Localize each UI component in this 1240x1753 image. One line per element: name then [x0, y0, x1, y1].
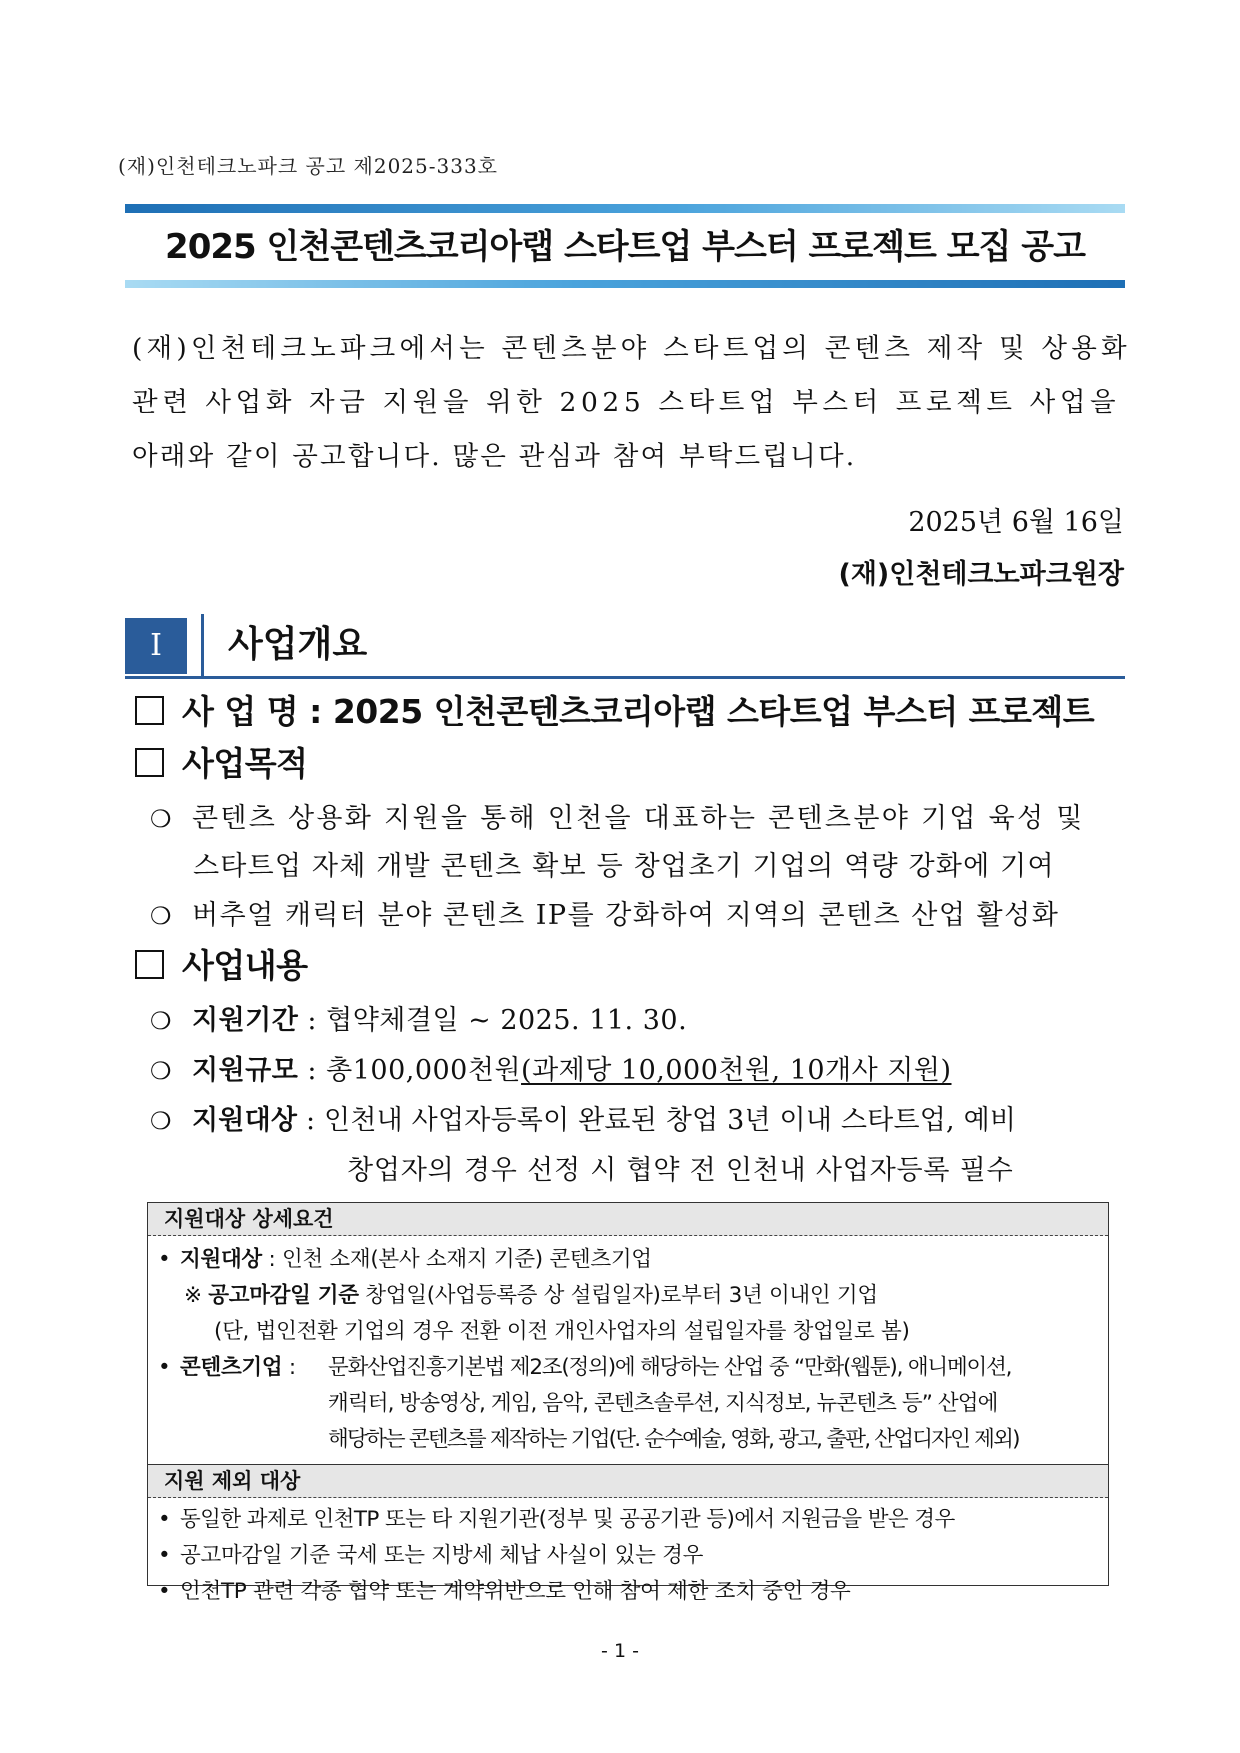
intro-paragraph	[132, 322, 1131, 484]
bullet-dot-icon: •	[158, 1579, 171, 1604]
business-name-heading	[135, 686, 1094, 733]
business-name-value: 2025 인천콘텐츠코리아랩 스타트업 부스터 프로젝트	[332, 692, 1095, 731]
detail-heading: 지원대상 상세요건	[148, 1203, 1108, 1236]
exclusion-item	[158, 1574, 851, 1605]
detail-body	[148, 1236, 1108, 1452]
purpose-item	[150, 893, 1059, 932]
note-mark-icon: ※	[184, 1283, 202, 1308]
detail-note-line	[184, 1278, 878, 1309]
support-scale	[150, 1048, 952, 1087]
purpose-item-continuation: 스타트업 자체 개발 콘텐츠 확보 등 창업초기 기업의 역량 강화에 기여	[193, 851, 1055, 882]
detail-content-label: 콘텐츠기업	[180, 1355, 283, 1380]
circle-bullet-icon: ❍	[150, 805, 174, 833]
support-scale-label: 지원규모	[192, 1055, 299, 1086]
notice-number: (재)인천테크노파크 공고 제2025-333호	[118, 154, 498, 178]
exclusion-item-text: 인천TP 관련 각종 협약 또는 계약위반으로 인해 참여 제한 조치 중인 경우	[180, 1579, 851, 1604]
detail-note-sub: (단, 법인전환 기업의 경우 전환 이전 개인사업자의 설립일자를 창업일로 봄)	[214, 1319, 910, 1344]
support-scale-sep: :	[307, 1055, 318, 1086]
purpose-item	[150, 796, 1085, 835]
support-period	[150, 998, 687, 1037]
section-number: Ⅰ	[125, 618, 187, 674]
content-heading	[135, 940, 308, 987]
notice-date: 2025년 6월 16일	[908, 507, 1124, 538]
business-name-label: 사 업 명 :	[182, 692, 322, 731]
support-period-value: 협약체결일 ~ 2025. 11. 30.	[326, 1005, 688, 1036]
detail-content-sep: :	[288, 1355, 296, 1380]
detail-content-line	[158, 1350, 296, 1381]
detail-target-line	[158, 1242, 652, 1273]
detail-note-value: 창업일(사업등록증 상 설립일자)로부터 3년 이내인 기업	[365, 1283, 878, 1308]
circle-bullet-icon: ❍	[150, 1007, 173, 1035]
support-period-sep: :	[307, 1005, 318, 1036]
title-bar-top	[125, 204, 1125, 213]
purpose-item-text: 콘텐츠 상용화 지원을 통해 인천을 대표하는 콘텐츠분야 기업 육성 및	[192, 803, 1085, 834]
support-target-label: 지원대상	[192, 1105, 298, 1136]
detail-target-value: 인천 소재(본사 소재지 기준) 콘텐츠기업	[281, 1247, 652, 1272]
detail-content-text: 문화산업진흥기본법 제2조(정의)에 해당하는 산업 중 “만화(웹툰), 애니메이션,	[328, 1355, 1012, 1380]
support-target-continuation: 창업자의 경우 선정 시 협약 전 인천내 사업자등록 필수	[347, 1155, 1014, 1186]
content-heading-text: 사업내용	[182, 946, 308, 985]
checkbox-square-icon	[135, 748, 164, 777]
support-target-value: 인천내 사업자등록이 완료된 창업 3년 이내 스타트업, 예비	[324, 1105, 1017, 1136]
title-bar-bottom	[125, 280, 1125, 288]
bullet-dot-icon: •	[158, 1247, 171, 1272]
exclusion-body	[148, 1498, 1108, 1610]
exclusion-item-text: 동일한 과제로 인천TP 또는 타 지원기관(정부 및 공공기관 등)에서 지원금을 받은 경우	[180, 1507, 955, 1532]
document-title: 2025 인천콘텐츠코리아랩 스타트업 부스터 프로젝트 모집 공고	[165, 227, 1085, 267]
purpose-heading-text: 사업목적	[182, 744, 308, 783]
support-period-label: 지원기간	[192, 1005, 299, 1036]
circle-bullet-icon: ❍	[150, 1107, 172, 1135]
checkbox-square-icon	[135, 696, 164, 725]
exclusion-item-text: 공고마감일 기준 국세 또는 지방세 체납 사실이 있는 경우	[180, 1543, 704, 1568]
intro-line: (재)인천테크노파크에서는 콘텐츠분야 스타트업의 콘텐츠 제작 및 상용화	[132, 333, 1131, 364]
intro-line: 아래와 같이 공고합니다. 많은 관심과 참여 부탁드립니다.	[132, 441, 857, 472]
detail-note-label: 공고마감일 기준	[208, 1283, 359, 1308]
intro-line: 관련 사업화 자금 지원을 위한 2025 스타트업 부스터 프로젝트 사업을	[132, 387, 1121, 418]
support-target	[150, 1098, 1016, 1137]
detail-target-sep: :	[268, 1247, 276, 1272]
support-scale-value: 총100,000천원	[326, 1055, 522, 1086]
circle-bullet-icon: ❍	[150, 902, 174, 930]
exclusion-heading: 지원 제외 대상	[148, 1464, 1108, 1498]
detail-target-label: 지원대상	[180, 1247, 262, 1272]
issuer: (재)인천테크노파크원장	[838, 559, 1124, 590]
checkbox-square-icon	[135, 950, 164, 979]
exclusion-item	[158, 1538, 703, 1569]
exclusion-item	[158, 1502, 955, 1533]
section-divider	[201, 614, 204, 676]
detail-content-text: 해당하는 콘텐츠를 제작하는 기업(단. 순수예술, 영화, 광고, 출판, 산업디자인 제외)	[328, 1427, 1019, 1452]
purpose-item-text: 버추얼 캐릭터 분야 콘텐츠 IP를 강화하여 지역의 콘텐츠 산업 활성화	[192, 900, 1060, 931]
section-underline	[125, 676, 1125, 679]
bullet-dot-icon: •	[158, 1355, 171, 1380]
support-scale-detail: (과제당 10,000천원, 10개사 지원)	[521, 1055, 952, 1086]
eligibility-detail-box	[147, 1202, 1109, 1604]
bullet-dot-icon: •	[158, 1507, 171, 1532]
purpose-heading	[135, 738, 308, 785]
detail-content-text: 캐릭터, 방송영상, 게임, 음악, 콘텐츠솔루션, 지식정보, 뉴콘텐츠 등” 산업에	[328, 1391, 998, 1416]
page-number: - 1 -	[601, 1640, 639, 1662]
support-target-sep: :	[305, 1105, 316, 1136]
bullet-dot-icon: •	[158, 1543, 171, 1568]
circle-bullet-icon: ❍	[150, 1057, 173, 1085]
section-title: 사업개요	[228, 624, 368, 665]
